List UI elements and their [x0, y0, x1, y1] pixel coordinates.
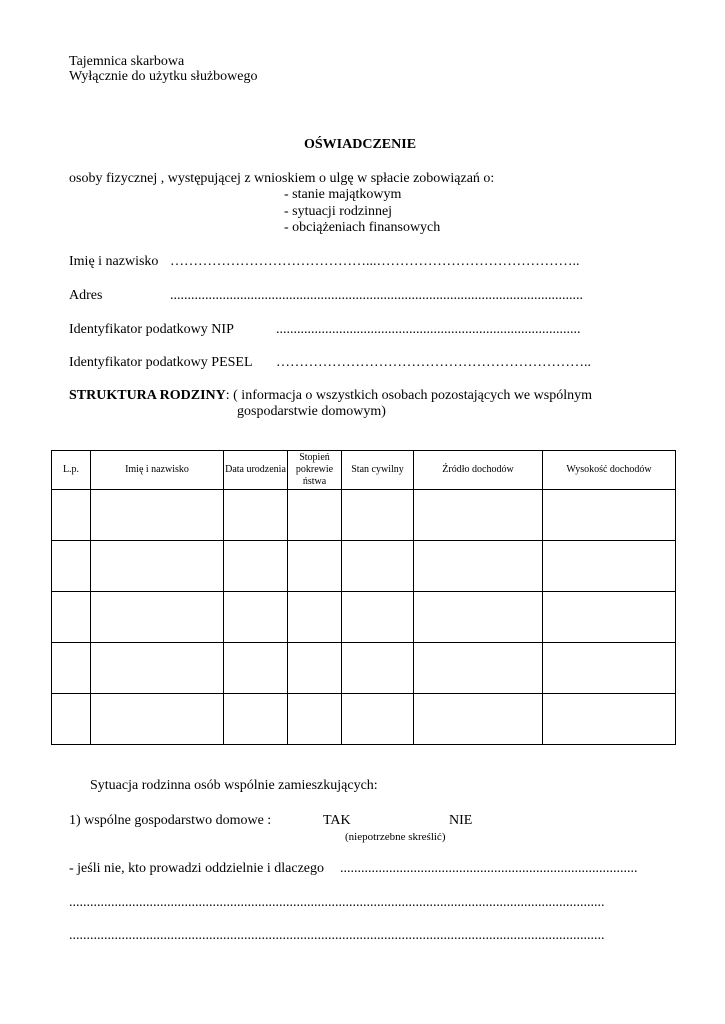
- col-header-income-source: Źródło dochodów: [414, 451, 543, 490]
- pesel-label: Identyfikator podatkowy PESEL: [69, 355, 253, 370]
- family-structure-heading: STRUKTURA RODZINY: [69, 388, 226, 403]
- table-cell[interactable]: [52, 643, 91, 694]
- name-label: Imię i nazwisko: [69, 254, 159, 269]
- explanation-line-2[interactable]: .........................................................................................................................................................: [69, 928, 605, 943]
- table-row: [52, 541, 676, 592]
- table-cell[interactable]: [543, 592, 676, 643]
- family-table: [51, 450, 676, 745]
- table-cell[interactable]: [414, 490, 543, 541]
- confidential-label: Tajemnica skarbowa: [69, 54, 185, 69]
- table-row: [52, 694, 676, 745]
- table-row: [52, 592, 676, 643]
- table-cell[interactable]: [288, 592, 342, 643]
- table-cell[interactable]: [543, 694, 676, 745]
- col-header-birth-date: Data urodzenia: [224, 451, 288, 490]
- col-header-income-amount: Wysokość dochodów: [543, 451, 676, 490]
- household-question-label: 1) wspólne gospodarstwo domowe :: [69, 813, 272, 828]
- table-cell[interactable]: [91, 643, 224, 694]
- table-cell[interactable]: [224, 541, 288, 592]
- strike-out-note: (niepotrzebne skreślić): [345, 831, 446, 843]
- family-structure-line: [69, 388, 592, 404]
- table-cell[interactable]: [414, 541, 543, 592]
- table-cell[interactable]: [224, 694, 288, 745]
- official-use-label: Wyłącznie do użytku służbowego: [69, 69, 258, 84]
- intro-item-financial: - obciążeniach finansowych: [284, 220, 441, 235]
- table-header-row: [52, 451, 676, 490]
- table-cell[interactable]: [91, 490, 224, 541]
- table-cell[interactable]: [224, 592, 288, 643]
- table-cell[interactable]: [543, 541, 676, 592]
- table-cell[interactable]: [52, 694, 91, 745]
- table-cell[interactable]: [414, 694, 543, 745]
- table-cell[interactable]: [224, 490, 288, 541]
- situation-heading: Sytuacja rodzinna osób wspólnie zamieszkujących:: [90, 778, 378, 793]
- table-cell[interactable]: [52, 541, 91, 592]
- nip-field[interactable]: .......................................................................................: [276, 322, 581, 337]
- document-title: OŚWIADCZENIE: [304, 137, 417, 152]
- col-header-lp: L.p.: [52, 451, 91, 490]
- option-yes[interactable]: TAK: [323, 813, 351, 828]
- table-cell[interactable]: [52, 490, 91, 541]
- table-cell[interactable]: [91, 541, 224, 592]
- separate-household-field[interactable]: .....................................................................................: [340, 861, 638, 876]
- table-cell[interactable]: [288, 694, 342, 745]
- table-cell[interactable]: [342, 592, 414, 643]
- table-cell[interactable]: [91, 694, 224, 745]
- table-cell[interactable]: [414, 592, 543, 643]
- option-no[interactable]: NIE: [449, 813, 473, 828]
- table-cell[interactable]: [52, 592, 91, 643]
- separate-household-label: - jeśli nie, kto prowadzi oddzielnie i dlaczego: [69, 861, 325, 876]
- col-header-name: Imię i nazwisko: [91, 451, 224, 490]
- table-cell[interactable]: [288, 490, 342, 541]
- table-cell[interactable]: [288, 541, 342, 592]
- intro-item-assets: - stanie majątkowym: [284, 187, 402, 202]
- name-field[interactable]: ……………………………………...……………………………………..: [170, 254, 580, 269]
- table-cell[interactable]: [414, 643, 543, 694]
- nip-label: Identyfikator podatkowy NIP: [69, 322, 234, 337]
- table-cell[interactable]: [342, 490, 414, 541]
- table-cell[interactable]: [543, 643, 676, 694]
- col-header-relationship: Stopień pokrewie ństwa: [288, 451, 342, 490]
- pesel-field[interactable]: …………………………………………………………..: [276, 355, 591, 370]
- intro-text: osoby fizycznej , występującej z wnioskiem o ulgę w spłacie zobowiązań o:: [69, 171, 495, 186]
- explanation-line-1[interactable]: .........................................................................................................................................................: [69, 895, 605, 910]
- col-header-marital-status: Stan cywilny: [342, 451, 414, 490]
- family-structure-text: : ( informacja o wszystkich osobach pozostających we wspólnym: [225, 388, 592, 403]
- table-cell[interactable]: [288, 643, 342, 694]
- table-cell[interactable]: [224, 643, 288, 694]
- address-label: Adres: [69, 288, 103, 303]
- table-cell[interactable]: [342, 694, 414, 745]
- table-cell[interactable]: [342, 643, 414, 694]
- table-cell[interactable]: [543, 490, 676, 541]
- intro-item-family: - sytuacji rodzinnej: [284, 204, 393, 219]
- table-cell[interactable]: [342, 541, 414, 592]
- address-field[interactable]: ......................................................................................................................: [170, 288, 583, 303]
- table-cell[interactable]: [91, 592, 224, 643]
- table-row: [52, 490, 676, 541]
- family-structure-text-cont: gospodarstwie domowym): [237, 404, 386, 419]
- table-row: [52, 643, 676, 694]
